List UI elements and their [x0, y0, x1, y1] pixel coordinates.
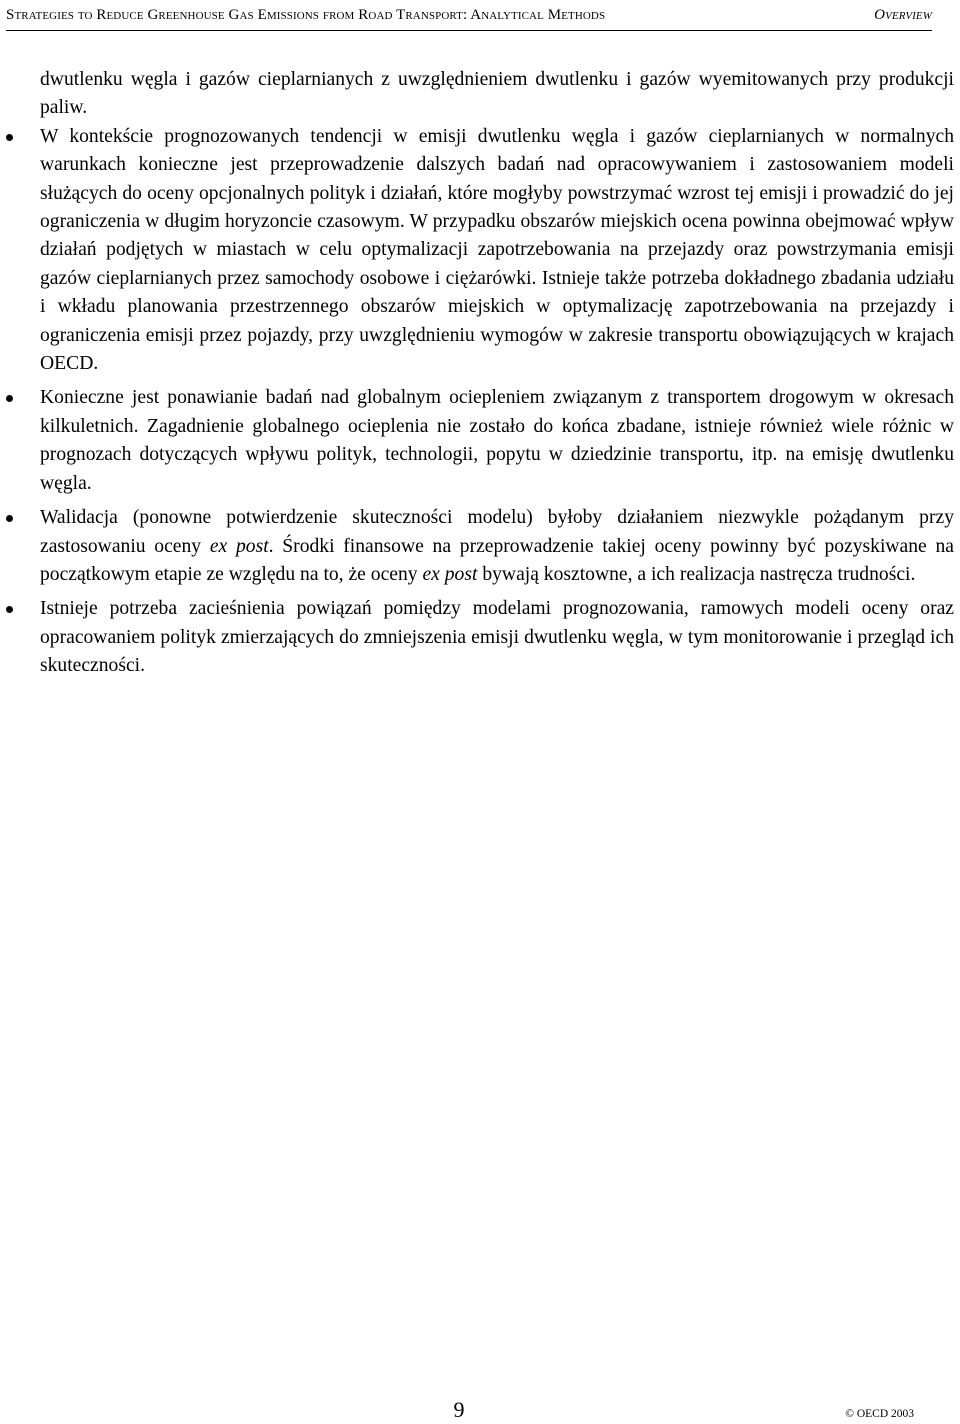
bullet-text: Walidacja (ponowne potwierdzenie skuteczności modelu) byłoby działaniem niezwykle pożądanym przy zastosowaniu oceny	[40, 507, 954, 557]
bullet-list	[40, 123, 954, 681]
bullet-item-3	[40, 504, 954, 589]
bullet-text: Konieczne jest ponawianie badań nad globalnym ociepleniem związanym z transportem drogowym w okresach kilkuletnich. Zagadnienie globalnego ocieplenia nie zostało do końca zbadane, istnieje również wiele różnic w prognozach dotyczących wpływu polityk, technologii, popytu w dziedzinie transportu, itp. na emisję dwutlenku węgla.	[40, 387, 954, 494]
bullet-icon	[6, 606, 13, 613]
bullet-icon	[6, 395, 13, 402]
bullet-icon	[6, 134, 13, 141]
bullet-text: W kontekście prognozowanych tendencji w emisji dwutlenku węgla i gazów cieplarnianych w normalnych warunkach konieczne jest przeprowadzenie dalszych badań nad opracowywaniem i zastosowaniem modeli służących do oceny opcjonalnych polityk i działań, które mogłyby powstrzymać wzrost tej emisji i prowadzić do jej ograniczenia w długim horyzoncie czasowym. W przypadku obszarów miejskich ocena powinna obejmować wpływ działań podjętych w miastach w celu optymalizacji zapotrzebowania na przejazdy oraz powstrzymania emisji gazów cieplarnianych przez samochody osobowe i ciężarówki. Istnieje także potrzeba dokładnego zbadania udziału i wkładu planowania przestrzennego obszarów miejskich w optymalizację zapotrzebowania na przejazdy i ograniczenia emisji przez pojazdy, przy uwzględnieniu wymogów w zakresie transportu obowiązujących w krajach OECD.	[40, 125, 954, 375]
document-body	[40, 66, 954, 681]
bullet-item-1	[40, 123, 954, 379]
continuation-paragraph: dwutlenku węgla i gazów cieplarnianych z uwzględnieniem dwutlenku i gazów wyemitowanych przy produkcji paliw.	[40, 69, 954, 119]
footer-copyright: © OECD 2003	[845, 1408, 914, 1420]
bullet-item-4	[40, 595, 954, 680]
bullet-emphasis: ex post	[422, 563, 478, 585]
page-number: 9	[453, 1397, 465, 1422]
bullet-text: Istnieje potrzeba zacieśnienia powiązań pomiędzy modelami prognozowania, ramowych modeli oceny oraz opracowaniem polityk zmierzających do zmniejszenia emisji dwutlenku węgla, w tym monitorowanie i przegląd ich skuteczności.	[40, 598, 954, 677]
bullet-text: bywają kosztowne, a ich realizacja nastręcza trudności.	[477, 563, 916, 585]
bullet-text: . Środki finansowe na przeprowadzenie takiej oceny powinny być pozyskiwane na początkowym etapie ze względu na to, że oceny	[40, 535, 954, 585]
bullet-emphasis: ex post	[209, 535, 269, 557]
bullet-item-2	[40, 384, 954, 498]
page-header	[6, 0, 932, 31]
header-section-title: Overview	[874, 7, 932, 23]
bullet-icon	[6, 515, 13, 522]
header-document-title: Strategies to Reduce Greenhouse Gas Emissions from Road Transport: Analytical Methods	[6, 7, 606, 23]
